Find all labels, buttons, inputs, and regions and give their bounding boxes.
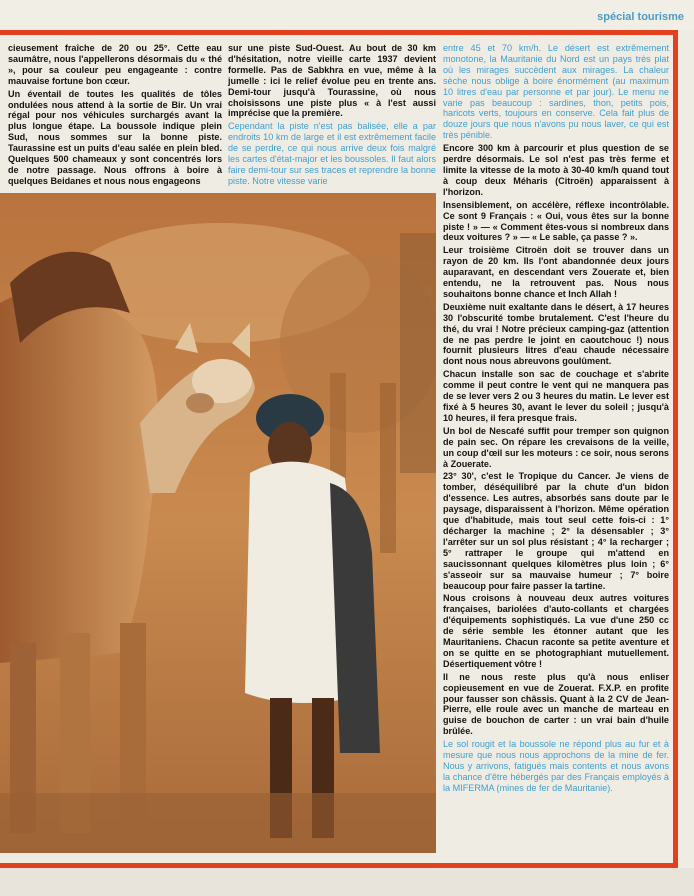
column-middle-top xyxy=(228,43,436,189)
paragraph: Chacun installe son sac de couchage et s'abrite comme il peut contre le vent qui ne manquera pas de se lever vers 2 ou 3 heures du matin. Le lever est fixé à 5 heures 30, avant le lever du soleil ; jusqu'à 10 heures, il fera presque frais. xyxy=(443,369,669,423)
paragraph: Un bol de Nescafé suffit pour tremper son quignon de pain sec. On répare les crevaisons de la veille, un coup d'œil sur les moteurs : ce soir, nous serons à Zouerate. xyxy=(443,425,669,469)
paragraph: Un éventail de toutes les qualités de tôles ondulées nous attend à la sortie de Bir. Un vrai régal pour nos véhicules surchargés avant la plus longue étape. La boussole indique plein Sud, nous sommes sur la bonne piste. Taurassine est un puits d'eau salée en plein bled. Quelques 500 chameaux y sont concentrés lors de notre passage. Nous offrons à boire à quelques Beidanes et nous nous engageons xyxy=(8,88,222,186)
paragraph-blue: Cependant la piste n'est pas balisée, elle a par endroits 10 km de large et il est extrêmement facile de se perdre, ce qui nous arrive deux fois malgré les cartes d'état-major et les boussoles. Il faut alors faire demi-tour sur ses traces et reprendre la bonne piste. Notre vitesse varie xyxy=(228,121,436,186)
paragraph-blue: Le sol rougit et la boussole ne répond plus au fur et à mesure que nous nous approchons de la mine de fer. Nous y arrivons, fatigués mais contents et nous avons la chance d'être hébergés par des Français employés à la MIFERMA (mines de fer de Mauritanie). xyxy=(443,739,669,793)
photo-illustration xyxy=(0,193,436,853)
paragraph: sur une piste Sud-Ouest. Au bout de 30 km d'hésitation, notre vieille carte 1937 devient formelle. Pas de Sabkhra en vue, même à la jumelle : ici le relief évolue peu en trente ans. Demi-tour jusqu'à Tourassine, où nous choisissons une piste plus « à l'est aussi imprécise que la première. xyxy=(228,43,436,119)
section-label: spécial tourisme xyxy=(597,11,684,23)
photo-camels-man xyxy=(0,193,436,853)
paragraph: cieusement fraîche de 20 ou 25°. Cette eau saumâtre, nous l'appellerons désormais du « thé », pour sa couleur peu engageante : contre mauvaise fortune bon cœur. xyxy=(8,43,222,86)
column-right xyxy=(443,43,669,796)
paragraph: Deuxième nuit exaltante dans le désert, à 17 heures 30 l'obscurité tombe brutalement. C'est l'heure du thé, du vrai ! Notre précieux camping-gaz (attention de ne pas perdre le joint en caoutchouc !) nous fournit plusieurs litres d'eau chaude nécessaire dont nous nous abreuvons goulûment. xyxy=(443,301,669,367)
paragraph: Nous croisons à nouveau deux autres voitures françaises, bariolées d'auto-collants et chargées d'équipements sophistiqués. La vue d'une 250 cc de série semble les étonner autant que les Mauritaniens. Chacun raconte sa petite aventure et on se quitte en se photographiant mutuellement. Désertiquement vôtre ! xyxy=(443,593,669,669)
paragraph: Il ne nous reste plus qu'à nous enliser copieusement en vue de Zouerat. F.X.P. en profite pour fausser son châssis. Quant à la 2 CV de Jean-Pierre, elle roule avec un manche de marteau en guise de bouchon de carter : un vrai bain d'huile brûlée. xyxy=(443,671,669,737)
column-left-top xyxy=(8,43,222,189)
top-margin xyxy=(0,0,694,30)
bottom-margin xyxy=(0,868,694,896)
paragraph: Encore 300 km à parcourir et plus question de se perdre désormais. Le sol n'est pas très ferme et limite la vitesse de la moto à 30-40 km/h quand tout à coup deux Méharis (Citroën) apparaissent à l'horizon. xyxy=(443,143,669,197)
paragraph: Leur troisième Citroën doit se trouver dans un rayon de 20 km. Ils l'ont abandonnée deux jours auparavant, en descendant vers Zouerate et, bien entendu, ne la retrouvent pas. Nous nous souhaitons bonne chance et Inch Allah ! xyxy=(443,245,669,299)
paragraph: 23° 30', c'est le Tropique du Cancer. Je viens de tomber, déséquilibré par la chute d'un bidon d'essence. Les autres, absorbés sans doute par le paysage, disparaissent à l'horizon. Même opération que d'habitude, mais tout seul cette fois-ci : 1° décharger la machine ; 2° la désensabler ; 3° l'arrêter sur un sol plus résistant ; 4° la recharger ; 5° rattraper le groupe qui m'attend en saucissonnant quelques kilomètres plus loin ; 6° s'asseoir sur sa mauvaise humeur ; 7° boire beaucoup pour faire passer la tartine. xyxy=(443,471,669,591)
paragraph: Insensiblement, on accélère, réflexe incontrôlable. Ce sont 9 Français : « Oui, vous êtes sur la bonne piste ! » — « Comment êtes-vous si nombreux dans deux voitures ? » — « Le sable, ça passe ? ». xyxy=(443,199,669,243)
paragraph-blue: entre 45 et 70 km/h. Le désert est extrêmement monotone, la Mauritanie du Nord est un pays très plat où les mirages succèdent aux mirages. La chaleur sèche nous oblige à boire énormément (au maximum 10 litres d'eau par personne et par jour). Le menu ne varie pas beaucoup : sardines, thon, petits pois, haricots verts, toujours en conserve. Cela fait plus de douze jours que nous n'avons pu nous laver, ce qui est très pénible. xyxy=(443,43,669,141)
